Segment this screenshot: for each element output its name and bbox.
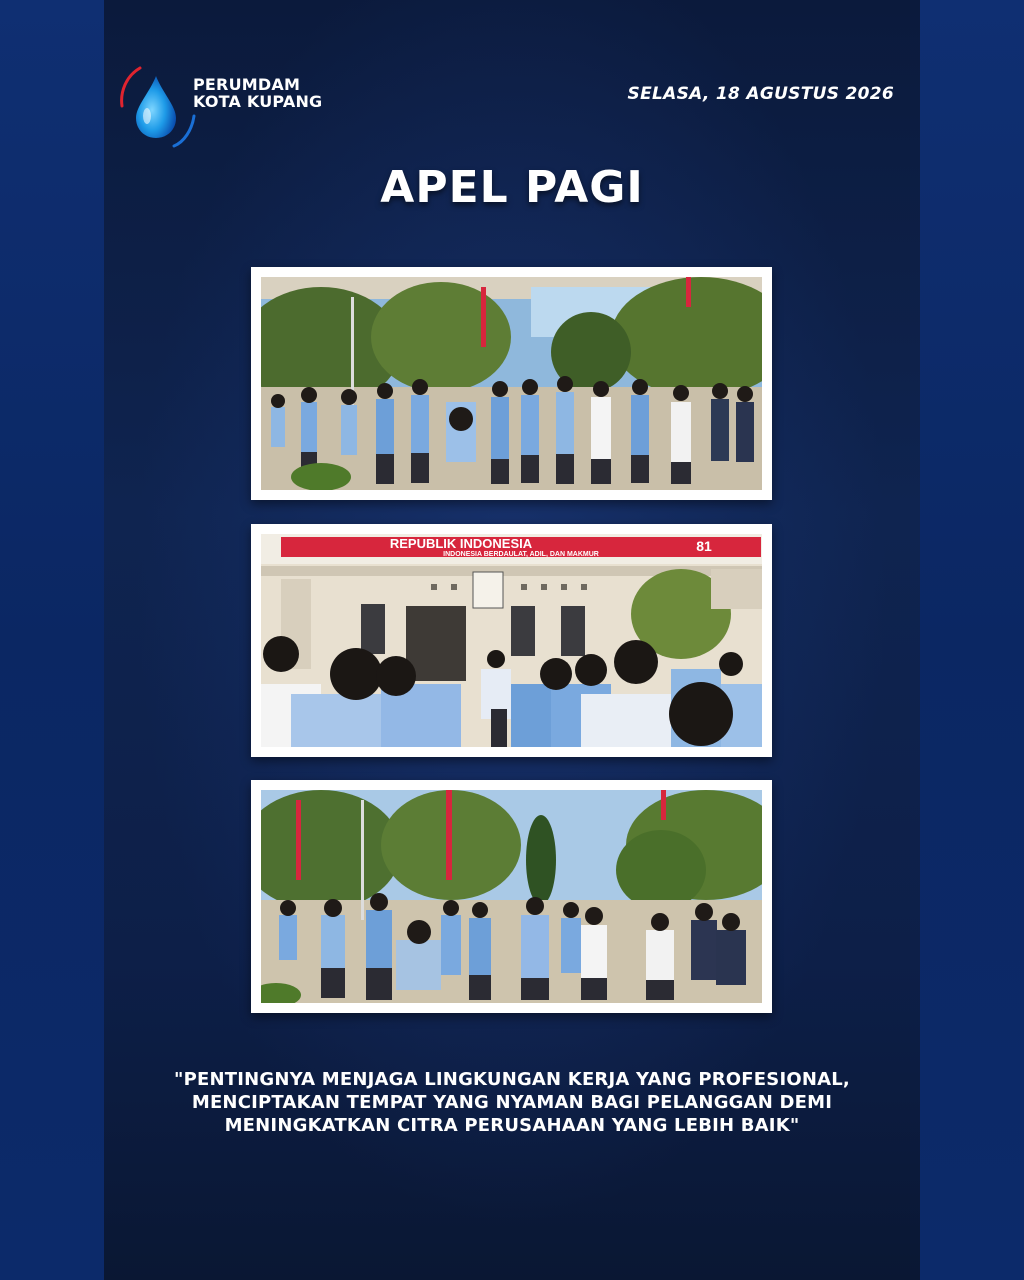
org-name-line-2: KOTA KUPANG (193, 92, 323, 111)
photo-frame-1 (251, 267, 772, 500)
organization-name (193, 76, 322, 110)
banner-main-text: REPUBLIK INDONESIA (389, 536, 533, 551)
photo-frame-2 (251, 524, 772, 757)
motto-quote: "PENTINGNYA MENJAGA LINGKUNGAN KERJA YANG PROFESIONAL, MENCIPTAKAN TEMPAT YANG NYAMAN BAGI PELANGGAN DEMI MENINGKATKAN CITRA PERUSAHAAN YANG LEBIH BAIK" (174, 1069, 850, 1136)
assembly-photo-1 (261, 277, 762, 490)
banner-number-text: 81 (696, 538, 712, 554)
assembly-photo-3 (261, 790, 762, 1003)
left-side-bar (0, 0, 104, 1280)
page-title: APEL PAGI (380, 162, 644, 213)
photo-frame-3 (251, 780, 772, 1013)
assembly-photo-2 (261, 534, 762, 747)
right-side-bar (920, 0, 1024, 1280)
water-drop-logo-icon (118, 62, 198, 148)
poster (104, 0, 920, 1280)
banner-sub-text: INDONESIA BERDAULAT, ADIL, DAN MAKMUR (443, 551, 599, 558)
event-date: SELASA, 18 AGUSTUS 2026 (627, 84, 894, 104)
org-name-line-1: PERUMDAM (193, 75, 301, 94)
